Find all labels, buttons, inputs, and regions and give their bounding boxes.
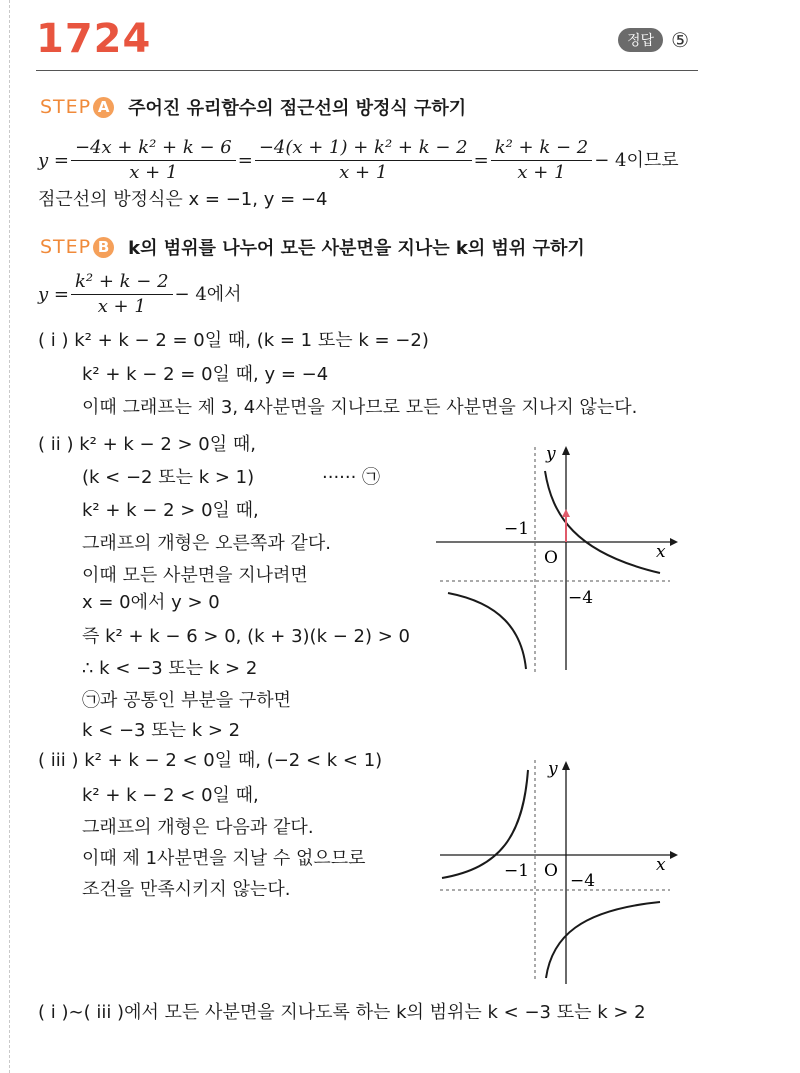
fraction-3 (491, 136, 593, 185)
case2-line7: 즉 k² + k − 6 > 0, (k + 3)(k − 2) > 0 (82, 626, 410, 647)
fraction-2-denominator: x + 1 (339, 162, 388, 183)
answer-value: ⑤ (671, 28, 689, 52)
eq-suffix: − 4이므로 (594, 149, 679, 171)
step-b-fraction-numerator: k² + k − 2 (71, 270, 173, 295)
eq-suffix: − 4에서 (174, 283, 242, 305)
problem-number: 1724 (36, 16, 152, 62)
step-a-header (40, 94, 466, 120)
case2-line10: k < −3 또는 k > 2 (82, 720, 241, 741)
equals-sign: = (473, 149, 489, 171)
fraction-2 (255, 136, 472, 185)
asymptote-line: 점근선의 방정식은 x = −1, y = −4 (38, 189, 328, 210)
header-divider (36, 70, 698, 71)
step-b-letter: B (93, 237, 114, 258)
fraction-1 (71, 136, 236, 185)
origin-label: O (544, 548, 558, 568)
curve-upper-right (545, 471, 660, 573)
case2-line2: (k < −2 또는 k > 1) (82, 467, 255, 488)
y-axis-arrow (562, 761, 570, 770)
y-intercept-arrow (562, 509, 570, 517)
step-b-title: k의 범위를 나누어 모든 사분면을 지나는 k의 범위 구하기 (128, 238, 585, 259)
case2-line9: ㉠과 공통인 부분을 구하면 (82, 690, 292, 711)
fraction-1-denominator: x + 1 (129, 162, 178, 183)
case3-line1: ( iii ) k² + k − 2 < 0일 때, (−2 < k < 1) (38, 750, 383, 771)
step-a-letter: A (93, 97, 114, 118)
case1-line1: ( i ) k² + k − 2 = 0일 때, (k = 1 또는 k = −2) (38, 330, 429, 351)
fraction-1-numerator: −4x + k² + k − 6 (71, 136, 236, 161)
case1-line2: k² + k − 2 = 0일 때, y = −4 (82, 364, 329, 385)
answer-box (618, 28, 689, 52)
eq-prefix: y = (38, 149, 69, 171)
case2-line3: k² + k − 2 > 0일 때, (82, 500, 259, 521)
case2-line8: ∴ k < −3 또는 k > 2 (82, 658, 258, 679)
fraction-3-denominator: x + 1 (517, 162, 566, 183)
step-a-word: STEP (40, 96, 92, 118)
step-b-word: STEP (40, 236, 92, 258)
horizontal-asymptote-label: −4 (570, 871, 596, 891)
page-edge-dashed-line (9, 0, 10, 1073)
x-axis-arrow (670, 538, 678, 546)
conclusion-line: ( i )∼( iii )에서 모든 사분면을 지나도록 하는 k의 범위는 k < −3 또는 k > 2 (38, 1002, 646, 1023)
step-b-fraction-denominator: x + 1 (97, 296, 146, 317)
curve-lower-left (448, 593, 526, 669)
case2-line4: 그래프의 개형은 오른쪽과 같다. (82, 533, 331, 554)
step-b-fraction (71, 270, 173, 319)
step-b-header (40, 234, 585, 260)
case3-line5: 조건을 만족시키지 않는다. (82, 879, 291, 900)
x-axis-label: x (656, 855, 666, 875)
case3-line3: 그래프의 개형은 다음과 같다. (82, 817, 314, 838)
fraction-2-numerator: −4(x + 1) + k² + k − 2 (255, 136, 472, 161)
step-a-equation (38, 136, 679, 185)
case2-marker: ······ ㉠ (322, 467, 381, 488)
curve-lower-right (546, 902, 660, 978)
equals-sign: = (237, 149, 253, 171)
y-axis-arrow (562, 446, 570, 455)
y-axis-label: y (548, 759, 558, 779)
case3-line2: k² + k − 2 < 0일 때, (82, 785, 259, 806)
case1-line3: 이때 그래프는 제 3, 4사분면을 지나므로 모든 사분면을 지나지 않는다. (82, 397, 638, 418)
answer-badge: 정답 (618, 28, 663, 52)
step-a-title: 주어진 유리함수의 점근선의 방정식 구하기 (128, 98, 467, 119)
x-axis-label: x (656, 542, 666, 562)
case3-line4: 이때 제 1사분면을 지날 수 없으므로 (82, 848, 366, 869)
x-axis-arrow (670, 851, 678, 859)
fraction-3-numerator: k² + k − 2 (491, 136, 593, 161)
graph-case3 (430, 752, 690, 987)
case2-line6: x = 0에서 y > 0 (82, 592, 220, 613)
eq-prefix: y = (38, 283, 69, 305)
y-axis-label: y (546, 444, 556, 464)
case2-line5: 이때 모든 사분면을 지나려면 (82, 565, 308, 586)
vertical-asymptote-label: −1 (504, 519, 530, 539)
vertical-asymptote-label: −1 (504, 861, 530, 881)
step-b-equation (38, 270, 242, 319)
graph-case2 (430, 435, 690, 675)
horizontal-asymptote-label: −4 (568, 588, 594, 608)
case2-line1: ( ii ) k² + k − 2 > 0일 때, (38, 434, 256, 455)
origin-label: O (544, 861, 558, 881)
